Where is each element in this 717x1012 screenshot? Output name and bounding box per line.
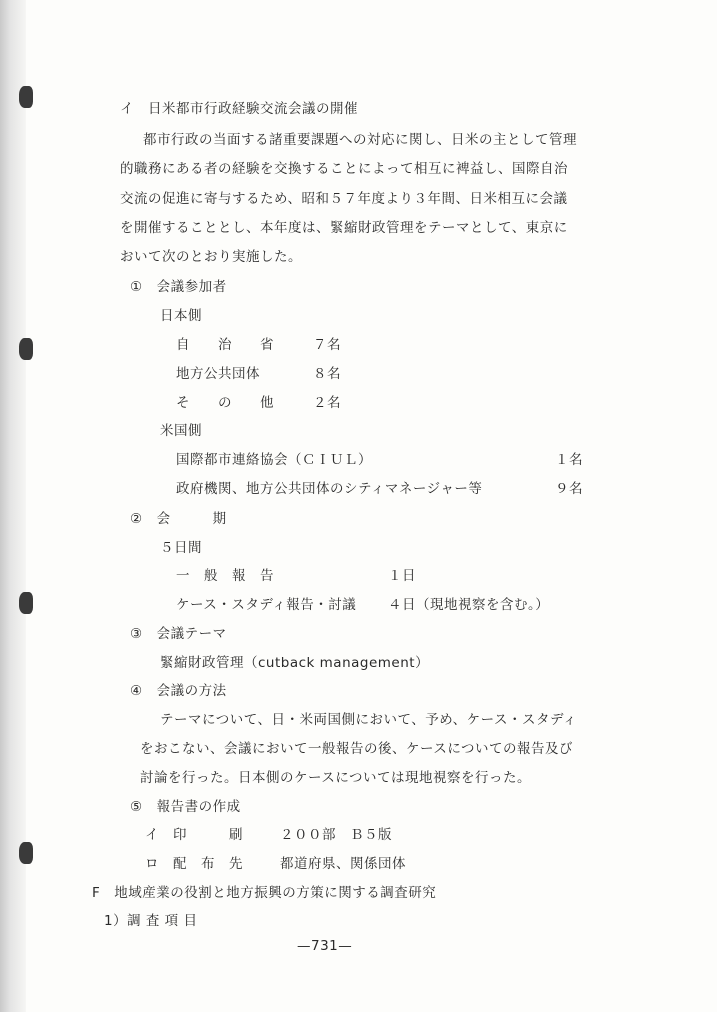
subsection-heading: 1）調 査 項 目 [104,913,198,929]
item-title: ② 会 期 [130,511,227,527]
item-title: ⑤ 報告書の作成 [130,799,241,815]
participant-name: 地方公共団体 [176,366,260,382]
conference-theme: 緊縮財政管理（cutback management） [160,655,430,671]
period-row-value: ４日（現地視察を含む。） [388,597,550,613]
period-row-name: 一 般 報 告 [176,568,274,584]
participant-count: ２名 [313,395,341,411]
method-paragraph-line: テーマについて、日・米両国側において、予め、ケース・スタディ [160,712,577,728]
report-row-value: 都道府県、関係団体 [280,856,406,872]
body-paragraph-line: を開催することとし、本年度は、緊縮財政管理をテーマとして、東京に [120,220,568,236]
binding-hole [19,592,33,614]
period-row-value: １日 [388,568,416,584]
participant-count: ８名 [313,366,341,382]
period-days: ５日間 [160,540,202,556]
method-paragraph-line: 討論を行った。日本側のケースについては現地視察を行った。 [140,770,532,786]
participant-name: 自 治 省 [176,337,274,353]
body-paragraph-line: 的職務にある者の経験を交換することによって相互に裨益し、国際自治 [120,161,568,177]
participant-name: 国際都市連絡協会（ＣＩＵＬ） [176,452,372,468]
report-row-label: イ 印 刷 [145,827,243,843]
method-paragraph-line: をおこない、会議において一般報告の後、ケースについての報告及び [140,741,574,757]
participant-name: そ の 他 [176,395,274,411]
body-paragraph-line: 都市行政の当面する諸重要課題への対応に関し、日米の主として管理 [143,132,577,148]
binding-hole [19,842,33,864]
group-label: 米国側 [160,423,202,439]
participant-count: ９名 [555,481,583,497]
participant-count: １名 [555,452,583,468]
section-heading: F 地域産業の役割と地方振興の方策に関する調査研究 [92,885,437,901]
report-row-label: ロ 配 布 先 [145,856,243,872]
page-number: —731— [297,938,353,954]
group-label: 日本側 [160,308,202,324]
body-paragraph-line: おいて次のとおり実施した。 [120,249,302,265]
item-title: ① 会議参加者 [130,279,227,295]
body-paragraph-line: 交流の促進に寄与するため、昭和５７年度より３年間、日米相互に会議 [120,191,568,207]
binding-hole [19,338,33,360]
item-title: ③ 会議テーマ [130,626,227,642]
participant-count: ７名 [313,337,341,353]
report-row-value: ２００部 Ｂ５版 [280,827,392,843]
period-row-name: ケース・スタディ報告・討議 [176,597,357,613]
binding-hole [19,86,33,108]
section-heading: イ 日米都市行政経験交流会議の開催 [120,101,358,117]
participant-name: 政府機関、地方公共団体のシティマネージャー等 [176,481,483,497]
item-title: ④ 会議の方法 [130,683,227,699]
